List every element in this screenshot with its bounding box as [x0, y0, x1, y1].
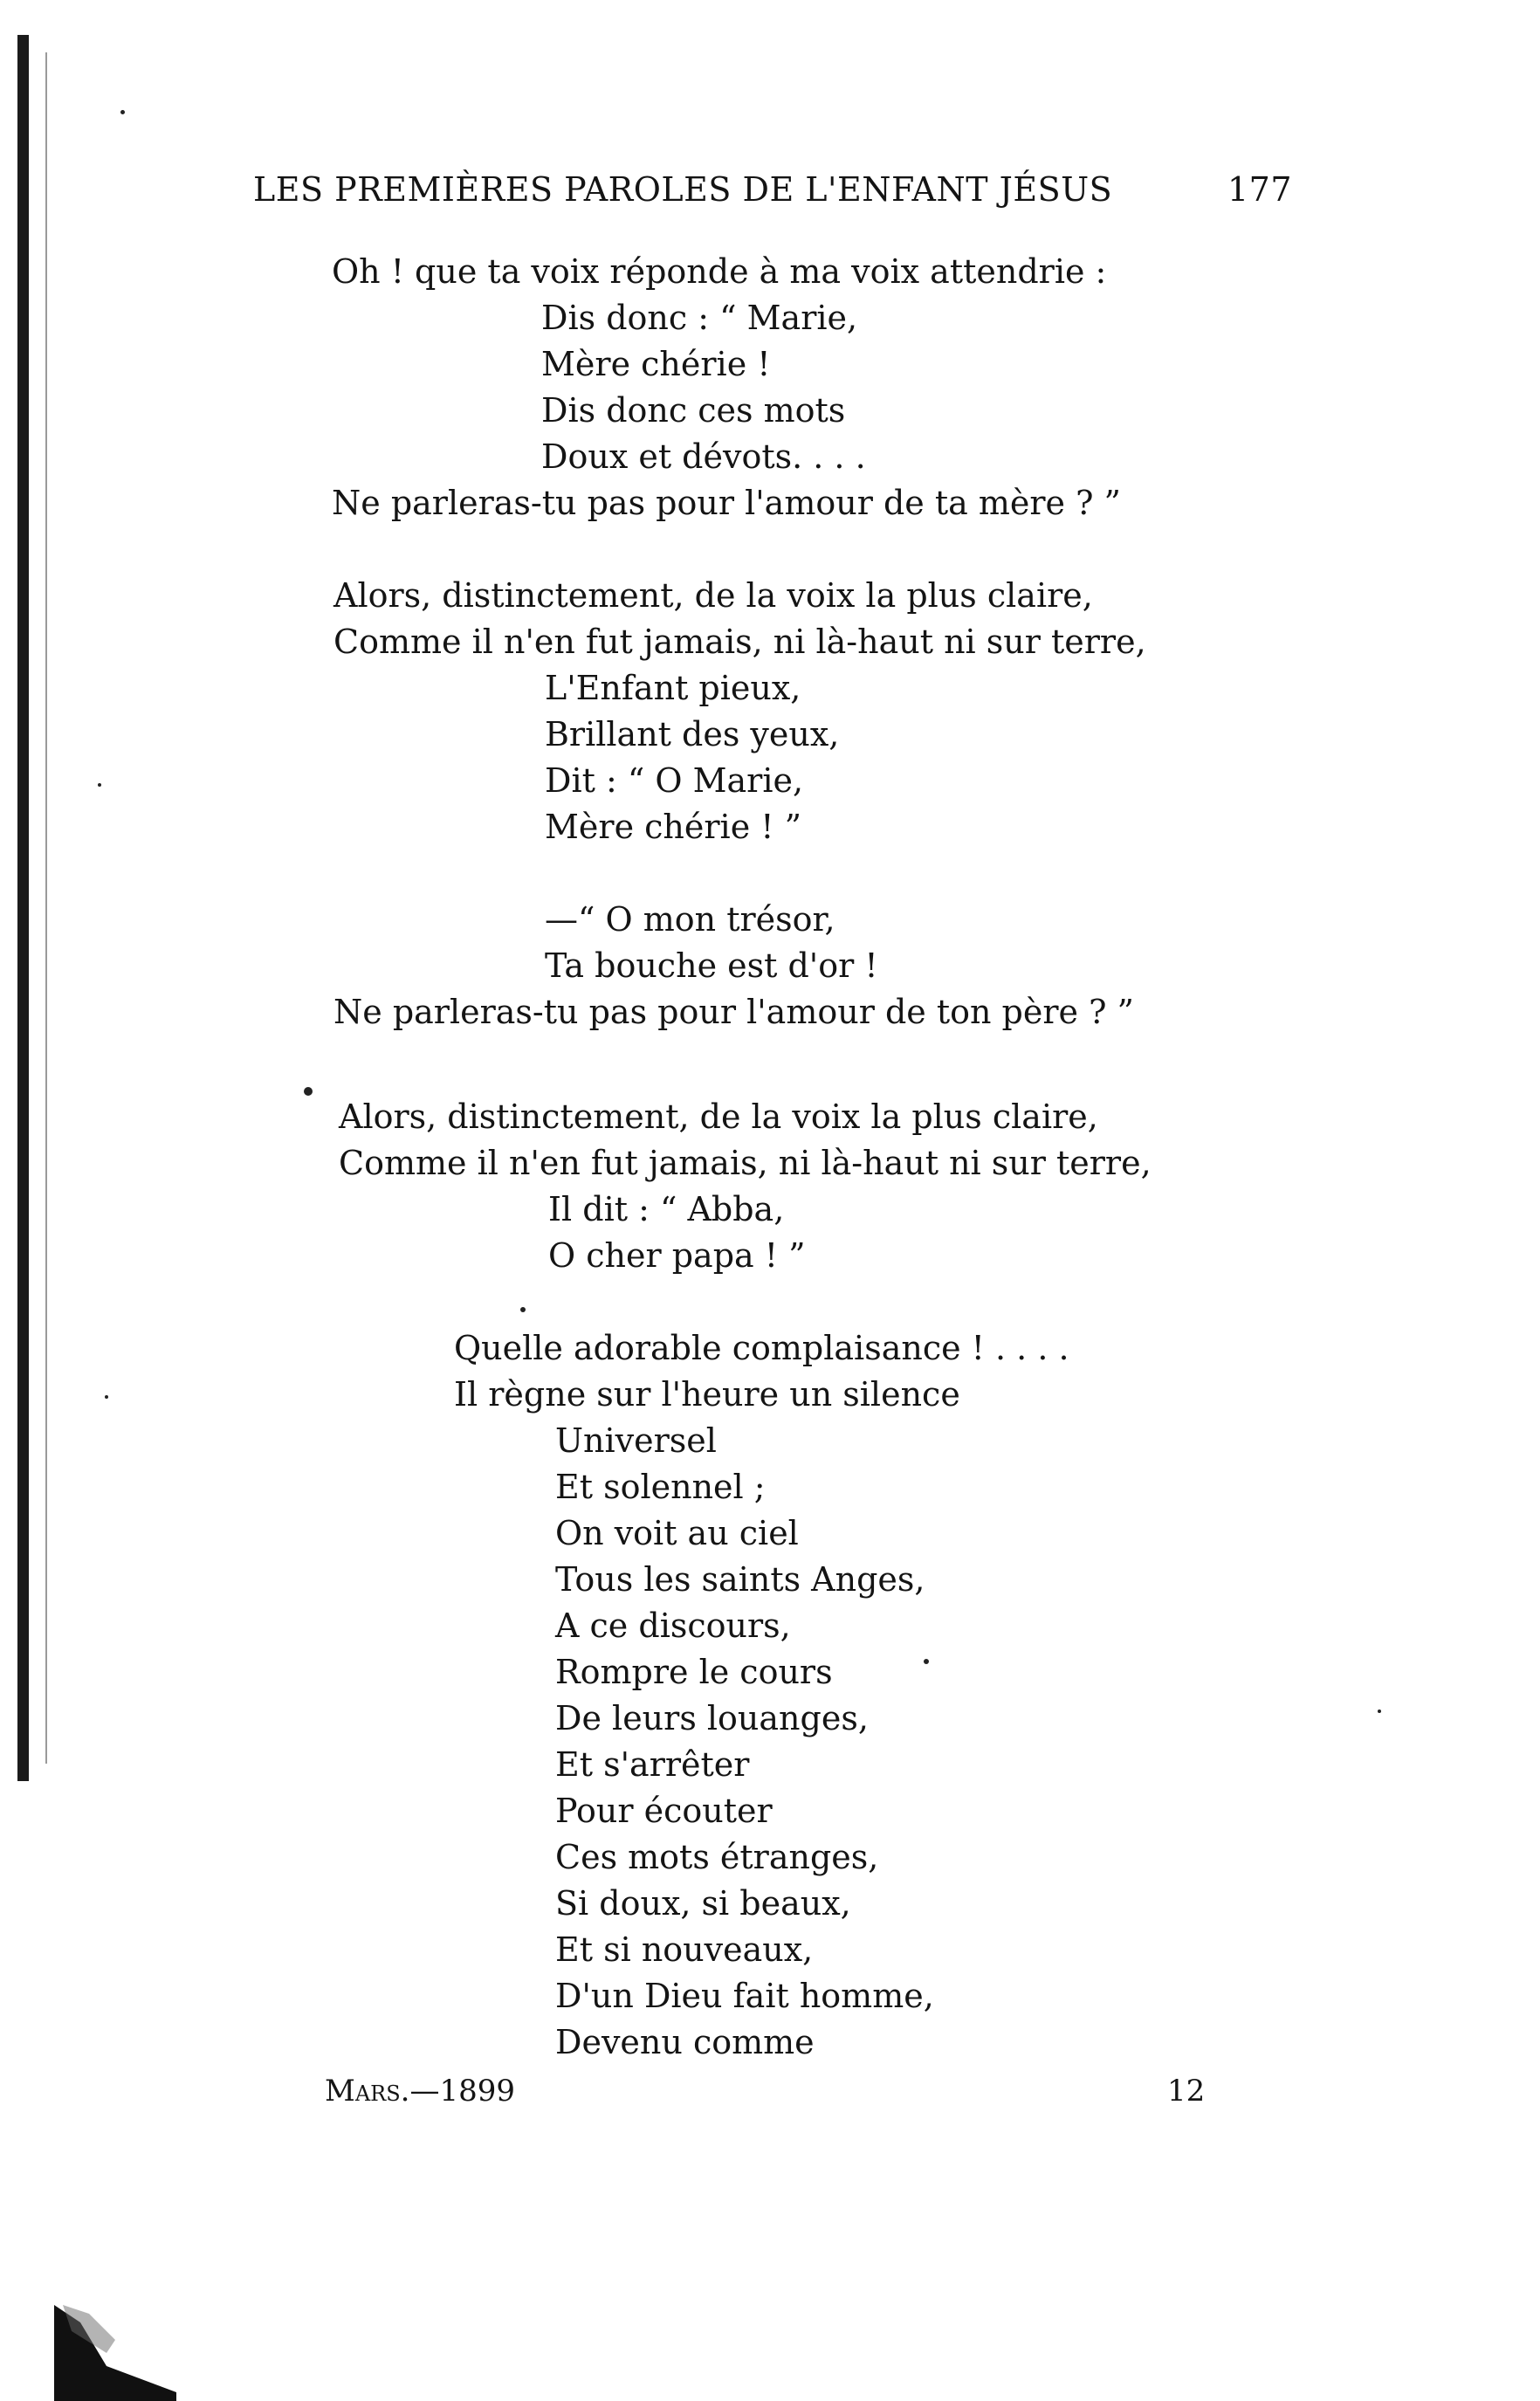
poem-line: Dit : “ O Marie, [545, 761, 804, 800]
poem-line: Ne parleras-tu pas pour l'amour de ta mère ? ” [332, 484, 1121, 522]
poem-line: Ta bouche est d'or ! [545, 946, 878, 985]
poem-line: Universel [555, 1421, 717, 1460]
poem-line: Mère chérie ! [541, 345, 771, 383]
poem-line: Devenu comme [555, 2023, 815, 2061]
poem-line: Comme il n'en fut jamais, ni là-haut ni sur terre, [333, 623, 1146, 661]
ink-speck [120, 110, 125, 114]
poem-line: Ces mots étranges, [555, 1838, 879, 1876]
poem-line: Et solennel ; [555, 1468, 766, 1506]
poem-line: Alors, distinctement, de la voix la plus claire, [339, 1097, 1098, 1136]
poem-line: Quelle adorable complaisance ! . . . . [454, 1329, 1069, 1367]
poem-line: Ne parleras-tu pas pour l'amour de ton père ? ” [333, 993, 1134, 1031]
ink-speck [924, 1659, 929, 1664]
page-number: 177 [1227, 170, 1292, 209]
poem-line: Mère chérie ! ” [545, 808, 802, 846]
poem-line: Doux et dévots. . . . [541, 437, 866, 476]
ink-speck [105, 1395, 108, 1399]
poem-line: Rompre le cours [555, 1653, 833, 1691]
page-corner-shadow [54, 2305, 176, 2401]
poem-line: Il dit : “ Abba, [548, 1190, 785, 1228]
ink-speck [520, 1307, 526, 1312]
poem-line: A ce discours, [555, 1606, 791, 1645]
poem-line: De leurs louanges, [555, 1699, 869, 1737]
poem-line: O cher papa ! ” [548, 1236, 806, 1275]
ink-speck [1378, 1710, 1381, 1713]
poem-line: Comme il n'en fut jamais, ni là-haut ni sur terre, [339, 1144, 1152, 1182]
binding-shadow [45, 52, 47, 1764]
poem-line: Pour écouter [555, 1792, 773, 1830]
binding-edge [17, 35, 29, 1781]
poem-line: Brillant des yeux, [545, 715, 840, 753]
footer-year: —1899 [409, 2074, 515, 2109]
poem-line: Oh ! que ta voix réponde à ma voix attendrie : [332, 252, 1107, 291]
poem-line: Dis donc ces mots [541, 391, 846, 430]
poem-line: Alors, distinctement, de la voix la plus claire, [333, 576, 1093, 615]
poem-line: —“ O mon trésor, [545, 900, 835, 939]
poem-line: Tous les saints Anges, [555, 1560, 925, 1599]
poem-line: L'Enfant pieux, [545, 669, 801, 707]
poem-line: Et s'arrêter [555, 1745, 750, 1784]
running-header [253, 170, 1292, 209]
poem-line: Dis donc : “ Marie, [541, 299, 858, 337]
signature-mark: 12 [1167, 2074, 1206, 2109]
footer-date [325, 2074, 515, 2109]
running-title: LES PREMIÈRES PAROLES DE L'ENFANT JÉSUS [253, 170, 1113, 209]
ink-speck [304, 1087, 313, 1096]
ink-speck [98, 783, 101, 787]
footer-month: Mars. [325, 2074, 410, 2109]
poem-line: Si doux, si beaux, [555, 1884, 851, 1923]
poem-line: Et si nouveaux, [555, 1930, 814, 1969]
poem-line: D'un Dieu fait homme, [555, 1977, 934, 2015]
poem-line: Il règne sur l'heure un silence [454, 1375, 960, 1414]
poem-line: On voit au ciel [555, 1514, 799, 1552]
